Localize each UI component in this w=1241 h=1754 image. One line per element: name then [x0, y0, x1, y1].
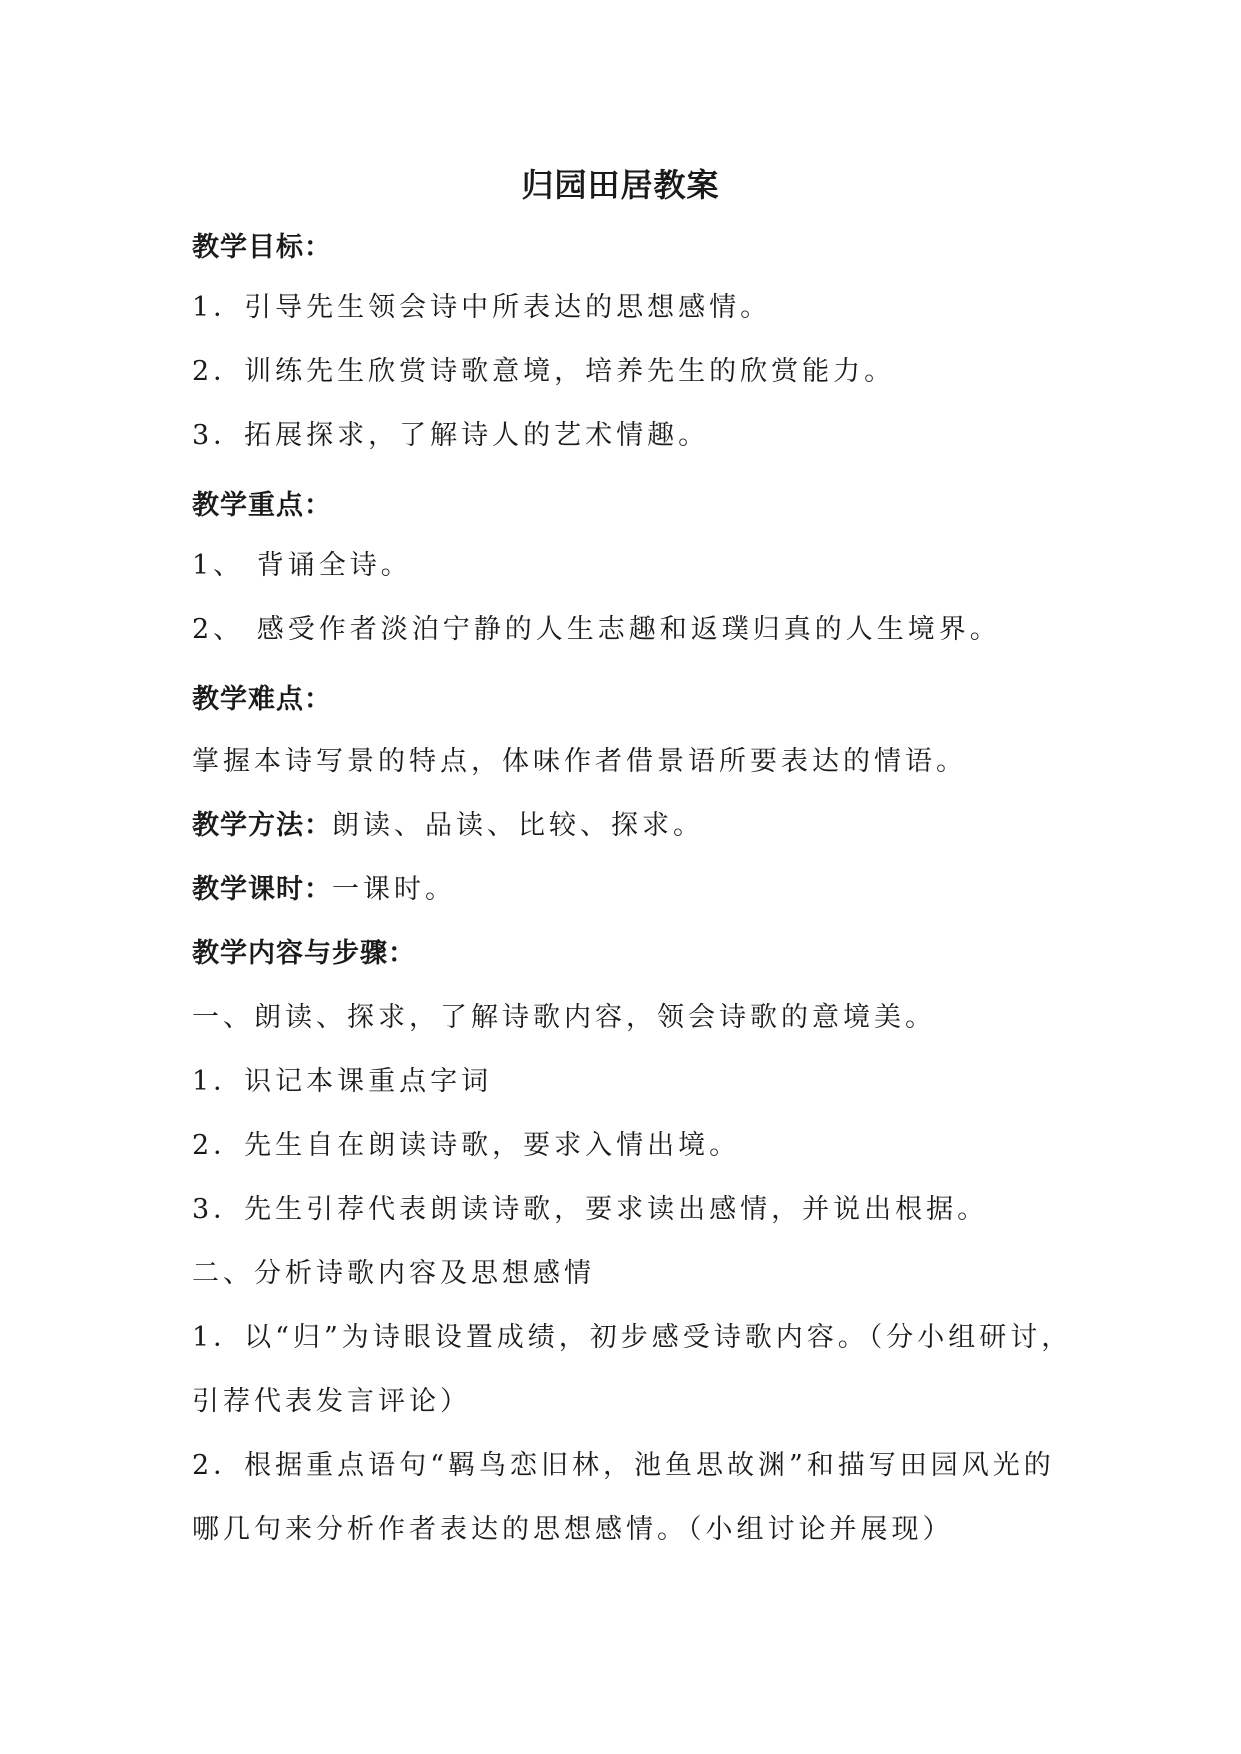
- section-2-item-2-line-1: 2．根据重点语句“羁鸟恋旧林，池鱼思故渊”和描写田园风光的: [192, 1450, 1055, 1481]
- difficulty-text: 掌握本诗写景的特点，体味作者借景语所要表达的情语。: [192, 746, 967, 777]
- document-title: 归园田居教案: [521, 166, 720, 204]
- objective-item-3: 3．拓展探求，了解诗人的艺术情趣。: [192, 420, 710, 451]
- periods-label: 教学课时：: [192, 874, 332, 905]
- section-2-item-2-line-2: 哪几句来分析作者表达的思想感情。（小组讨论并展现）: [192, 1514, 954, 1545]
- methods-text: 朗读、品读、比较、探求。: [332, 810, 704, 841]
- difficulty-heading: 教学难点：: [192, 684, 332, 715]
- objective-item-1: 1．引导先生领会诗中所表达的思想感情。: [192, 292, 772, 323]
- objective-item-2: 2．训练先生欣赏诗歌意境，培养先生的欣赏能力。: [192, 356, 896, 387]
- methods-label: 教学方法：: [192, 810, 332, 841]
- section-1-item-1: 1．识记本课重点字词: [192, 1066, 493, 1097]
- section-1-item-2: 2．先生自在朗读诗歌，要求入情出境。: [192, 1130, 741, 1161]
- methods-line: [192, 808, 704, 844]
- section-2-item-1-line-1: 1．以“归”为诗眼设置成绩，初步感受诗歌内容。（分小组研讨，: [192, 1322, 1073, 1353]
- periods-line: [192, 872, 456, 908]
- key-points-heading: 教学重点：: [192, 490, 332, 521]
- section-2-title: 二、分析诗歌内容及思想感情: [192, 1258, 595, 1289]
- key-point-item-2: 2、 感受作者淡泊宁静的人生志趣和返璞归真的人生境界。: [192, 614, 1001, 645]
- section-1-title: 一、朗读、探求，了解诗歌内容，领会诗歌的意境美。: [192, 1002, 936, 1033]
- section-1-item-3: 3．先生引荐代表朗读诗歌，要求读出感情，并说出根据。: [192, 1194, 989, 1225]
- section-2-item-1-line-2: 引荐代表发言评论）: [192, 1386, 471, 1417]
- steps-heading: 教学内容与步骤：: [192, 938, 416, 969]
- key-point-item-1: 1、 背诵全诗。: [192, 550, 412, 581]
- periods-text: 一课时。: [332, 874, 456, 905]
- objectives-heading: 教学目标：: [192, 232, 332, 263]
